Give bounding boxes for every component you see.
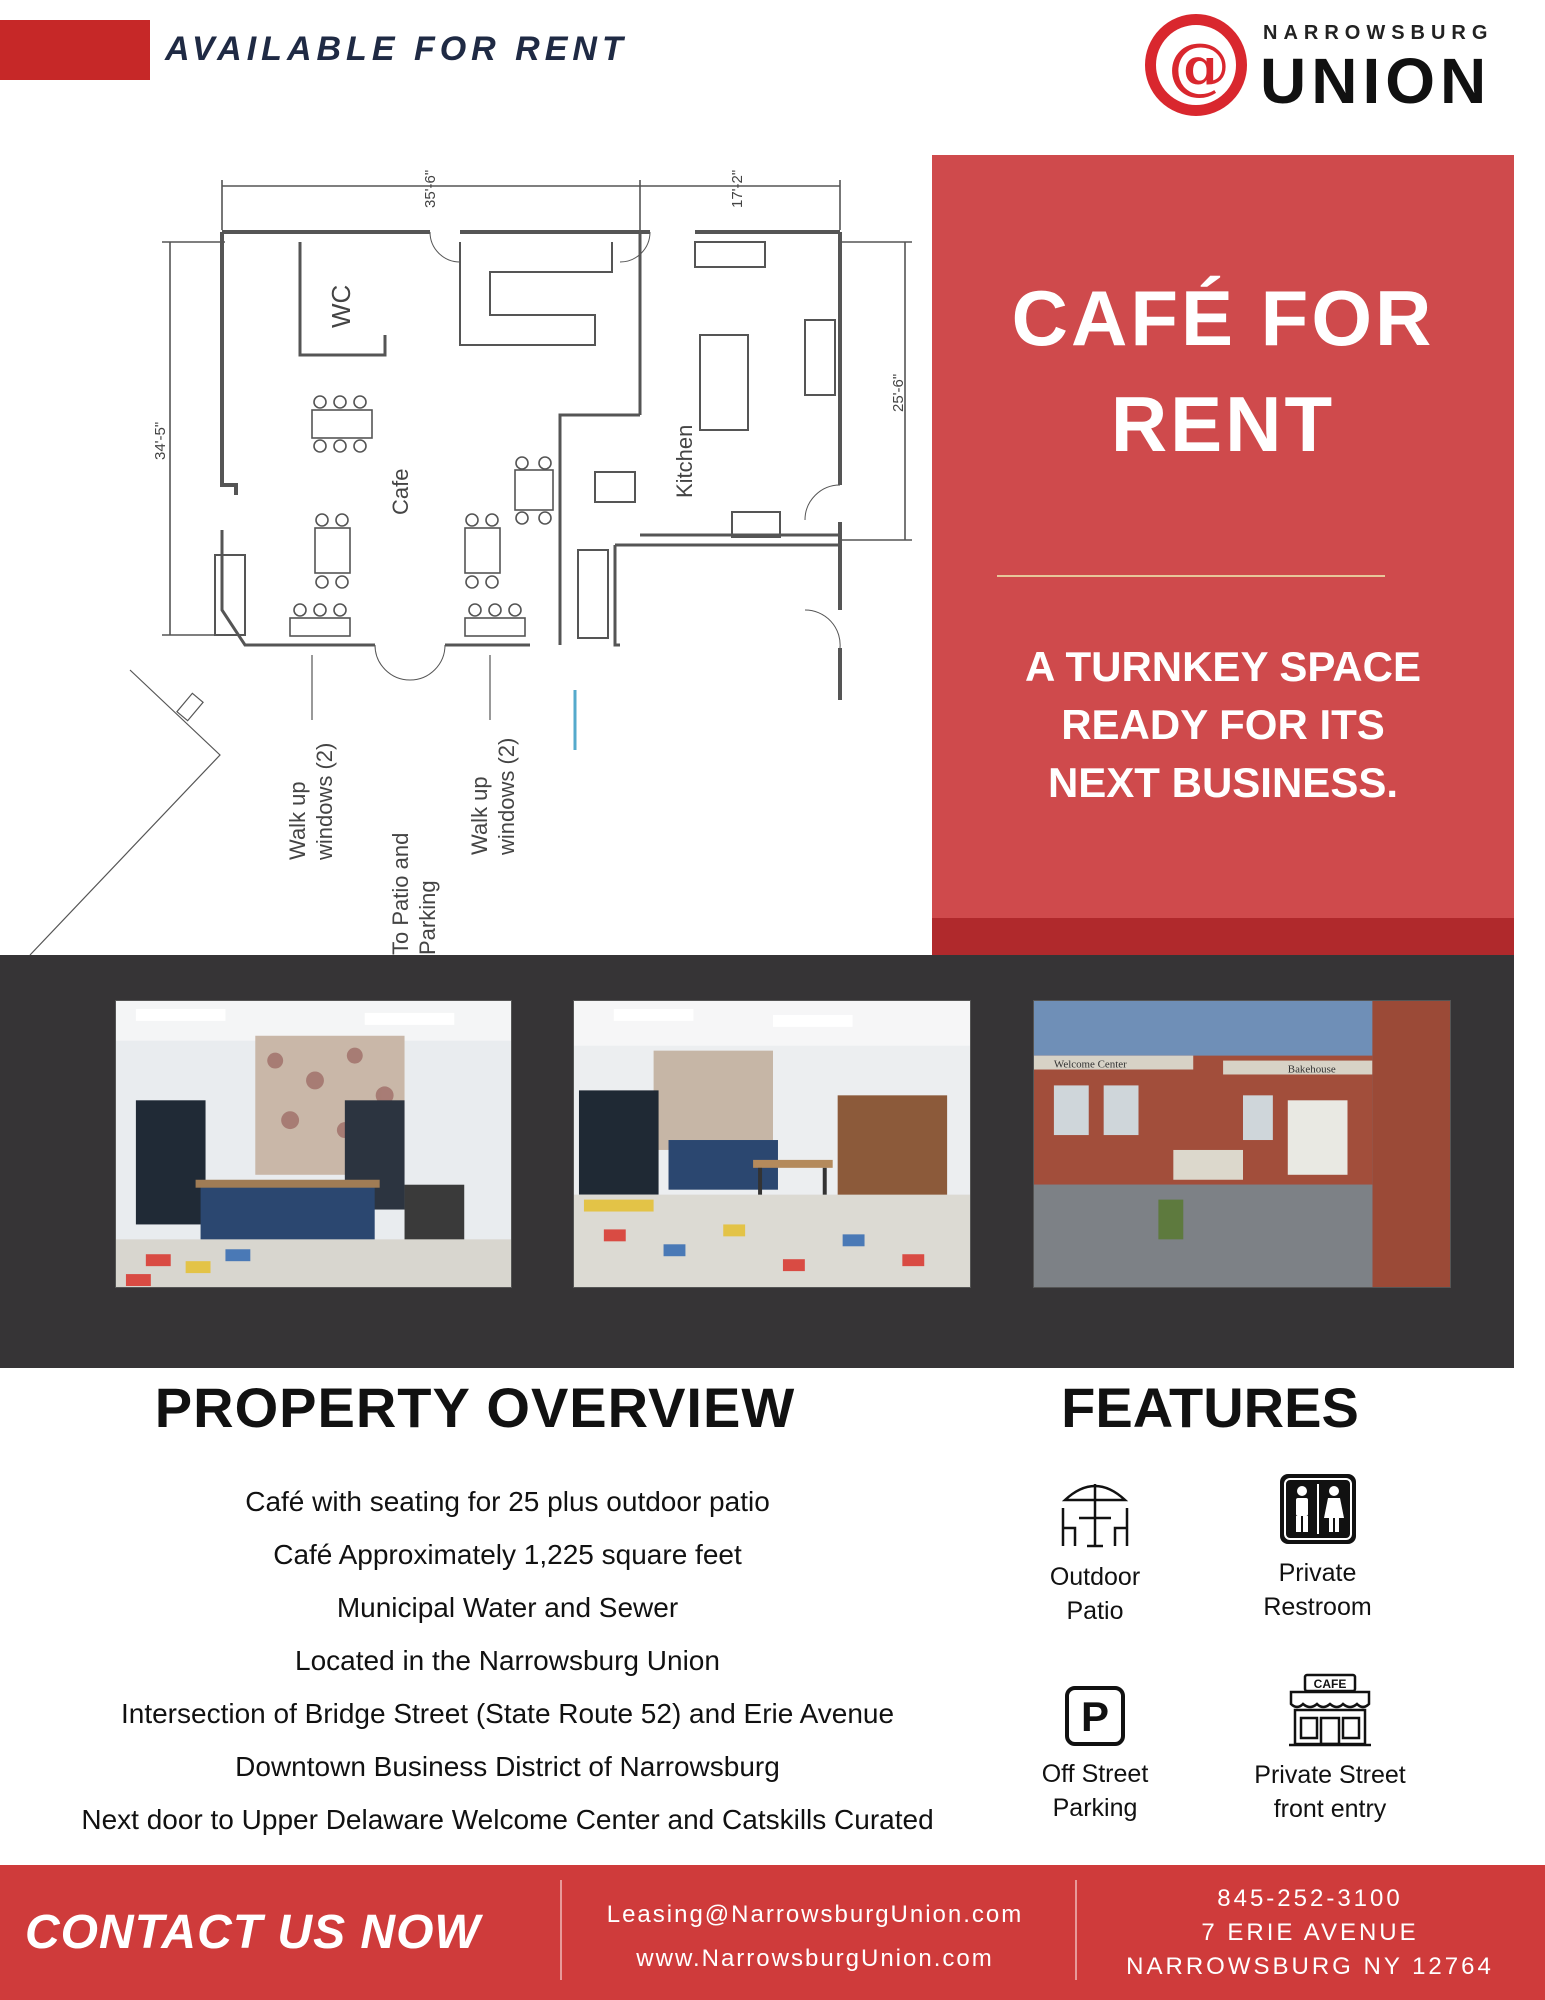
- hero-subtitle-line: A TURNKEY SPACE: [1025, 643, 1421, 690]
- feature-label: Private Street: [1254, 1761, 1406, 1789]
- feature-label: Parking: [1052, 1794, 1138, 1822]
- dimension-label: 35'-6": [422, 169, 439, 208]
- feature-private-street-entry: [1230, 1672, 1430, 1826]
- feature-off-street-parking: [1025, 1685, 1165, 1825]
- parking-glyph: P: [1080, 1693, 1110, 1740]
- list-item: Downtown Business District of Narrowsburg: [235, 1751, 780, 1782]
- list-item: Café Approximately 1,225 square feet: [273, 1539, 742, 1570]
- logo-main-text: UNION: [1260, 45, 1492, 117]
- banner-accent-bar: [0, 20, 150, 80]
- bakehouse-sign: Bakehouse: [1287, 1063, 1336, 1076]
- overview-list: [0, 1475, 1015, 1846]
- dimension-label: 25'-6": [890, 373, 907, 412]
- contact-cta: CONTACT US NOW: [25, 1906, 481, 1959]
- features-heading: FEATURES: [1061, 1376, 1359, 1439]
- patio-icon: [1057, 1478, 1133, 1550]
- hero-title-line: RENT: [1110, 380, 1336, 468]
- list-item: Municipal Water and Sewer: [336, 1592, 679, 1623]
- kitchen-label: Kitchen: [672, 424, 697, 498]
- overview-heading: PROPERTY OVERVIEW: [154, 1376, 796, 1439]
- hero-title-line: CAFÉ FOR: [1011, 274, 1435, 362]
- dimension-label: 34'-5": [152, 421, 169, 460]
- restroom-icon: [1278, 1472, 1358, 1546]
- logo-symbol: @: [1168, 29, 1230, 102]
- street-address: 7 ERIE AVENUE: [1201, 1919, 1419, 1946]
- list-item: Next door to Upper Delaware Welcome Center and Catskills Curated: [81, 1804, 934, 1835]
- list-item: Café with seating for 25 plus outdoor patio: [245, 1486, 770, 1517]
- cafe-counter-photo: [115, 1000, 512, 1288]
- footer-divider: [560, 1880, 562, 1980]
- hero-subtitle-line: NEXT BUSINESS.: [1047, 759, 1399, 806]
- feature-label: Off Street: [1041, 1760, 1149, 1788]
- hero-accent-strip: [932, 918, 1514, 955]
- logo-at-icon: [1145, 14, 1247, 116]
- hero-divider: [997, 575, 1385, 577]
- walkup-right-label: windows (2): [494, 737, 519, 855]
- logo-top-text: NARROWSBURG: [1263, 22, 1494, 44]
- narrowsburg-union-logo: [1145, 12, 1494, 117]
- cafe-label: Cafe: [388, 468, 413, 515]
- welcome-center-sign: Welcome Center: [1053, 1058, 1127, 1071]
- list-item: Intersection of Bridge Street (State Route 52) and Erie Avenue: [120, 1698, 895, 1729]
- footer-divider: [1075, 1880, 1077, 1980]
- city-address: NARROWSBURG NY 12764: [1126, 1953, 1494, 1980]
- cafe-seating-photo: [573, 1000, 971, 1288]
- email-link[interactable]: Leasing@NarrowsburgUnion.com: [606, 1901, 1024, 1928]
- patio-direction-label: To Patio and: [388, 832, 413, 955]
- walkup-left-label: windows (2): [312, 742, 337, 860]
- cafe-sign-glyph: CAFE: [1313, 1677, 1347, 1691]
- feature-label: Outdoor: [1049, 1563, 1141, 1591]
- hero-subtitle: [932, 638, 1514, 812]
- floor-plan: [0, 150, 930, 955]
- feature-label: Restroom: [1263, 1593, 1372, 1621]
- dimension-label: 17'-2": [729, 169, 746, 208]
- feature-label: front entry: [1273, 1795, 1387, 1823]
- patio-direction-label: Parking: [415, 880, 440, 955]
- walkup-right-label: Walk up: [467, 776, 492, 855]
- storefront-icon: [1287, 1672, 1373, 1748]
- phone-number[interactable]: 845-252-3100: [1217, 1885, 1403, 1912]
- banner-tag: AVAILABLE FOR RENT: [165, 30, 628, 68]
- wc-label: WC: [326, 284, 356, 328]
- list-item: Located in the Narrowsburg Union: [295, 1645, 720, 1676]
- hero-title: [932, 265, 1514, 477]
- feature-private-restroom: [1250, 1472, 1385, 1624]
- feature-label: Patio: [1066, 1597, 1124, 1625]
- footer-address-block: [1090, 1882, 1530, 1984]
- feature-label: Private: [1278, 1559, 1357, 1587]
- patio-exterior-photo: [1033, 1000, 1451, 1288]
- footer-contact-links: [565, 1893, 1065, 1981]
- feature-outdoor-patio: [1030, 1478, 1160, 1628]
- website-link[interactable]: www.NarrowsburgUnion.com: [636, 1945, 994, 1972]
- parking-icon: [1064, 1685, 1126, 1747]
- walkup-left-label: Walk up: [285, 781, 310, 860]
- hero-subtitle-line: READY FOR ITS: [1061, 701, 1385, 748]
